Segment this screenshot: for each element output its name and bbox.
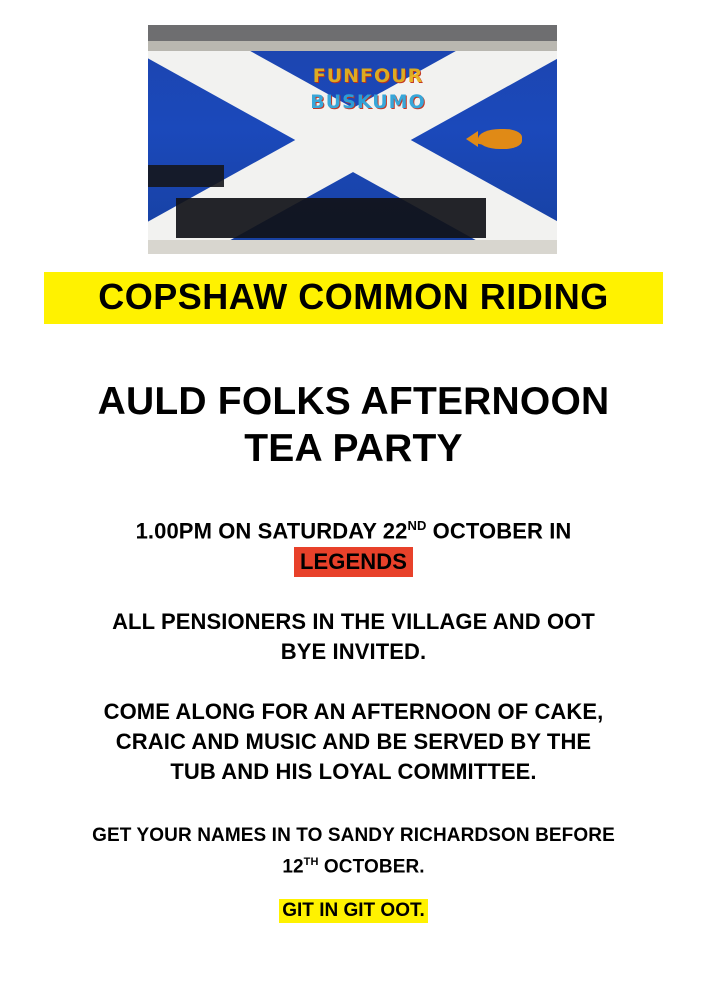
event-datetime-line	[40, 511, 667, 545]
photo-bottom-edge	[148, 240, 557, 254]
come-along-paragraph	[40, 697, 667, 787]
footer-slogan	[0, 898, 707, 924]
invitation-line-1: ALL PENSIONERS IN THE VILLAGE AND OOT	[112, 609, 595, 634]
fish-icon	[478, 129, 522, 149]
headline	[40, 378, 667, 472]
rsvp-line-1: GET YOUR NAMES IN TO SANDY RICHARDSON BEFORE	[92, 825, 615, 846]
come-along-line-3: TUB AND HIS LOYAL COMMITTEE.	[170, 759, 537, 784]
event-datetime	[40, 511, 667, 577]
headline-line-2: TEA PARTY	[244, 427, 463, 470]
invitation-line-2: BYE INVITED.	[280, 639, 427, 664]
banner-lettering-line1: FUNFOUR	[312, 65, 424, 87]
rsvp-deadline-ordinal: TH	[303, 856, 319, 868]
event-title-banner: COPSHAW COMMON RIDING	[44, 272, 663, 324]
event-datetime-prefix: 1.00PM ON SATURDAY 22	[135, 518, 408, 544]
footer-slogan-text: GIT IN GIT OOT.	[279, 899, 428, 923]
rsvp-deadline-suffix: OCTOBER.	[318, 856, 425, 878]
headline-line-1: AULD FOLKS AFTERNOON	[97, 380, 610, 423]
event-datetime-suffix: OCTOBER IN	[426, 518, 572, 544]
venue-highlight: LEGENDS	[294, 547, 413, 577]
come-along-line-2: CRAIC AND MUSIC AND BE SERVED BY THE	[115, 729, 592, 754]
photo-dark-patch-bottom	[176, 198, 486, 238]
banner-lettering	[268, 63, 468, 123]
banner-lettering-line2: BUSKUMO	[310, 91, 426, 113]
event-date-ordinal: ND	[407, 518, 427, 533]
rsvp-deadline-number: 12	[282, 856, 304, 878]
photo-top-edge	[148, 25, 557, 41]
rsvp-line-2	[40, 849, 667, 880]
photo-dark-patch-left	[148, 165, 224, 187]
rsvp-paragraph	[40, 823, 667, 880]
photo-top-edge-secondary	[148, 41, 557, 51]
event-venue-line	[40, 545, 667, 577]
flag-photo	[148, 25, 557, 254]
come-along-line-1: COME ALONG FOR AN AFTERNOON OF CAKE,	[103, 699, 604, 724]
invitation-paragraph	[40, 607, 667, 667]
